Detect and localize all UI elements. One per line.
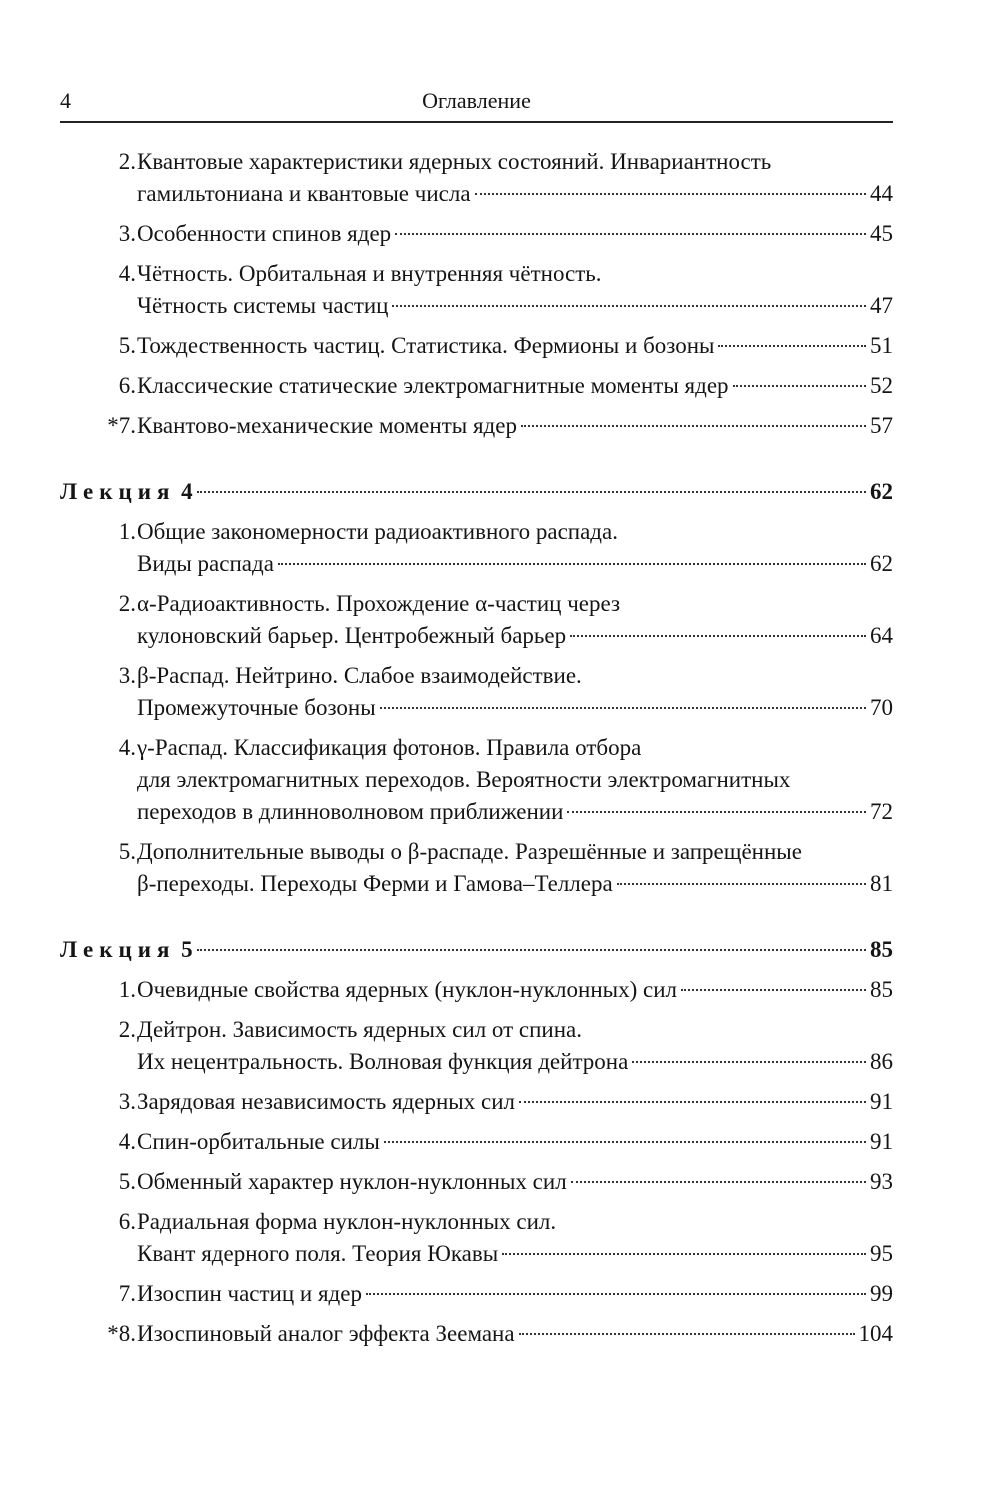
entry-last-line — [137, 974, 893, 1006]
entry-body — [137, 1126, 893, 1158]
entry-last-line — [137, 1278, 893, 1310]
entry-number: 2. — [118, 591, 136, 616]
entry-last-line — [137, 178, 893, 210]
toc-entry[interactable] — [60, 1278, 893, 1310]
entry-page-number: 47 — [870, 293, 893, 318]
entry-title-line: Зарядовая независимость ядерных сил — [137, 1089, 516, 1114]
entry-title-line: Радиальная форма нуклон-нуклонных сил. — [137, 1209, 557, 1234]
dot-leader — [502, 1253, 866, 1255]
entry-last-line — [137, 410, 893, 442]
entry-title-line: Особенности спинов ядер — [137, 221, 392, 246]
toc-entry[interactable] — [60, 1014, 893, 1078]
dot-leader — [197, 491, 866, 493]
entry-page-number: 95 — [870, 1241, 893, 1266]
entry-page-number: 91 — [870, 1089, 893, 1114]
entry-body — [137, 1278, 893, 1310]
entry-title-line: Общие закономерности радиоактивного распада. — [137, 519, 618, 544]
dot-leader — [681, 989, 866, 991]
entry-title-line: Виды распада — [137, 551, 274, 576]
lecture-number: 5 — [181, 937, 193, 962]
entry-last-line — [137, 330, 893, 362]
entry-title-line: переходов в длинноволновом приближении — [137, 799, 564, 824]
entry-body — [137, 370, 893, 402]
entry-body — [137, 732, 893, 828]
entry-title-line: кулоновский барьер. Центробежный барьер — [137, 623, 567, 648]
toc-entry[interactable] — [60, 660, 893, 724]
entry-page-number: 52 — [870, 373, 893, 398]
entry-page-number: 99 — [870, 1281, 893, 1306]
dot-leader — [278, 563, 866, 565]
entry-body — [137, 516, 893, 580]
lecture-number: 4 — [181, 479, 193, 504]
entry-last-line — [137, 620, 893, 652]
entry-page-number: 86 — [870, 1049, 893, 1074]
entry-number: 5. — [118, 1169, 136, 1194]
dot-leader — [392, 305, 866, 307]
entry-title-line: Классические статические электромагнитные моменты ядер — [137, 373, 729, 398]
entry-page-number: 64 — [870, 623, 893, 648]
entry-title-line: Обменный характер нуклон-нуклонных сил — [137, 1169, 567, 1194]
entry-title-line: Их нецентральность. Волновая функция дейтрона — [137, 1049, 629, 1074]
entry-page-number: 85 — [870, 977, 893, 1002]
page-number: 4 — [60, 88, 71, 113]
entry-body — [137, 258, 893, 322]
entry-last-line — [137, 796, 893, 828]
entry-body — [137, 1318, 893, 1350]
toc-entry[interactable] — [60, 1318, 893, 1350]
entry-body — [137, 146, 893, 210]
dot-leader — [718, 345, 866, 347]
dot-leader — [519, 1333, 855, 1335]
entry-body — [137, 836, 893, 900]
entry-page-number: 57 — [870, 413, 893, 438]
entry-last-line — [137, 1086, 893, 1118]
entry-body — [137, 588, 893, 652]
toc-entry[interactable] — [60, 258, 893, 322]
entry-title-line: Изоспиновый аналог эффекта Зеемана — [137, 1321, 515, 1346]
lecture-title — [60, 476, 193, 508]
entry-body — [137, 218, 893, 250]
dot-leader — [632, 1061, 866, 1063]
toc-entry[interactable] — [60, 218, 893, 250]
dot-leader — [395, 233, 866, 235]
entry-title-line: Изоспин частиц и ядер — [137, 1281, 362, 1306]
dot-leader — [521, 425, 866, 427]
entry-body — [137, 1086, 893, 1118]
entry-number: 2. — [118, 149, 136, 174]
lecture-title — [60, 934, 193, 966]
entry-body — [137, 330, 893, 362]
lecture-heading[interactable] — [60, 476, 893, 508]
dot-leader — [519, 1101, 866, 1103]
entry-number: 2. — [118, 1017, 136, 1042]
entry-title-line: β-переходы. Переходы Ферми и Гамова–Теллера — [137, 871, 613, 896]
entry-last-line — [137, 1166, 893, 1198]
toc-entry[interactable] — [60, 836, 893, 900]
lecture-page-number: 85 — [870, 937, 893, 962]
entry-title-line: α-Радиоактивность. Прохождение α-частиц через — [137, 591, 621, 616]
entry-page-number: 104 — [858, 1321, 893, 1346]
entry-number: 6. — [118, 1209, 136, 1234]
entry-page-number: 62 — [870, 551, 893, 576]
entry-number: 5. — [118, 839, 136, 864]
entry-title-line: γ-Распад. Классификация фотонов. Правила отбора — [137, 735, 642, 760]
entry-title-line: Квантово-механические моменты ядер — [137, 413, 517, 438]
entry-number: 6. — [118, 373, 136, 398]
entry-number: 4. — [118, 261, 136, 286]
toc-entry[interactable] — [60, 370, 893, 402]
entry-page-number: 45 — [870, 221, 893, 246]
entry-last-line — [137, 692, 893, 724]
dot-leader — [570, 635, 866, 637]
toc-entry[interactable] — [60, 1086, 893, 1118]
dot-leader — [733, 385, 866, 387]
entry-title-line: Чётность системы частиц — [137, 293, 389, 318]
toc-entry[interactable] — [60, 1206, 893, 1270]
entry-last-line — [137, 868, 893, 900]
entry-title-line: Тождественность частиц. Статистика. Фермионы и бозоны — [137, 333, 715, 358]
entry-number: 3. — [118, 1089, 136, 1114]
entry-number: 3. — [118, 663, 136, 688]
entry-title-line: для электромагнитных переходов. Вероятности электромагнитных — [137, 767, 791, 792]
dot-leader — [617, 883, 866, 885]
dot-leader — [380, 707, 866, 709]
entry-title-line: гамильтониана и квантовые числа — [137, 181, 471, 206]
entry-page-number: 91 — [870, 1129, 893, 1154]
entry-title-line: β-Распад. Нейтрино. Слабое взаимодействие. — [137, 663, 582, 688]
entry-page-number: 81 — [870, 871, 893, 896]
entry-body — [137, 1206, 893, 1270]
entry-last-line — [137, 218, 893, 250]
dot-leader — [366, 1293, 866, 1295]
toc-entry[interactable] — [60, 732, 893, 828]
entry-title-line: Спин-орбитальные силы — [137, 1129, 380, 1154]
entry-last-line — [137, 370, 893, 402]
dot-leader — [571, 1181, 866, 1183]
entry-page-number: 51 — [870, 333, 893, 358]
entry-title-line: Квант ядерного поля. Теория Юкавы — [137, 1241, 499, 1266]
toc-entry[interactable] — [60, 146, 893, 210]
toc-entry[interactable] — [60, 1126, 893, 1158]
entry-number: 4. — [118, 1129, 136, 1154]
toc-entry[interactable] — [60, 330, 893, 362]
entry-page-number: 93 — [870, 1169, 893, 1194]
entry-number: 4. — [118, 735, 136, 760]
toc-entry[interactable] — [60, 588, 893, 652]
entry-number: 1. — [118, 519, 136, 544]
entry-title-line: Очевидные свойства ядерных (нуклон-нуклонных) сил — [137, 977, 677, 1002]
entry-number: *8. — [107, 1321, 136, 1346]
entry-last-line — [137, 1318, 893, 1350]
entry-last-line — [137, 1046, 893, 1078]
entry-body — [137, 1014, 893, 1078]
entry-number: 7. — [118, 1281, 136, 1306]
entry-title-line: Квантовые характеристики ядерных состояний. Инвариантность — [137, 149, 772, 174]
lecture-page-number: 62 — [870, 479, 893, 504]
entry-title-line: Промежуточные бозоны — [137, 695, 376, 720]
entry-number: 3. — [118, 221, 136, 246]
entry-number: 5. — [118, 333, 136, 358]
entry-title-line: Дополнительные выводы о β-распаде. Разрешённые и запрещённые — [137, 839, 802, 864]
entry-page-number: 72 — [870, 799, 893, 824]
dot-leader — [197, 949, 866, 951]
entry-body — [137, 660, 893, 724]
entry-last-line — [137, 1238, 893, 1270]
toc-entry[interactable] — [60, 410, 893, 442]
toc-entry[interactable] — [60, 516, 893, 580]
toc-entry[interactable] — [60, 1166, 893, 1198]
lecture-heading[interactable] — [60, 934, 893, 966]
entry-last-line — [137, 548, 893, 580]
entry-body — [137, 1166, 893, 1198]
entry-last-line — [137, 290, 893, 322]
dot-leader — [475, 193, 866, 195]
page-header — [60, 88, 893, 118]
entry-last-line — [137, 1126, 893, 1158]
entry-number: 1. — [118, 977, 136, 1002]
running-title: Оглавление — [422, 88, 531, 113]
entry-page-number: 44 — [870, 181, 893, 206]
entry-number: *7. — [107, 413, 136, 438]
entry-body — [137, 410, 893, 442]
entry-page-number: 70 — [870, 695, 893, 720]
lecture-label: Лекция — [60, 937, 176, 962]
entry-title-line: Чётность. Орбитальная и внутренняя чётность. — [137, 261, 602, 286]
lecture-label: Лекция — [60, 479, 176, 504]
dot-leader — [567, 811, 866, 813]
entry-title-line: Дейтрон. Зависимость ядерных сил от спина. — [137, 1017, 583, 1042]
entry-body — [137, 974, 893, 1006]
header-rule — [60, 121, 893, 123]
dot-leader — [384, 1141, 866, 1143]
toc-entry[interactable] — [60, 974, 893, 1006]
table-of-contents — [60, 146, 893, 1358]
